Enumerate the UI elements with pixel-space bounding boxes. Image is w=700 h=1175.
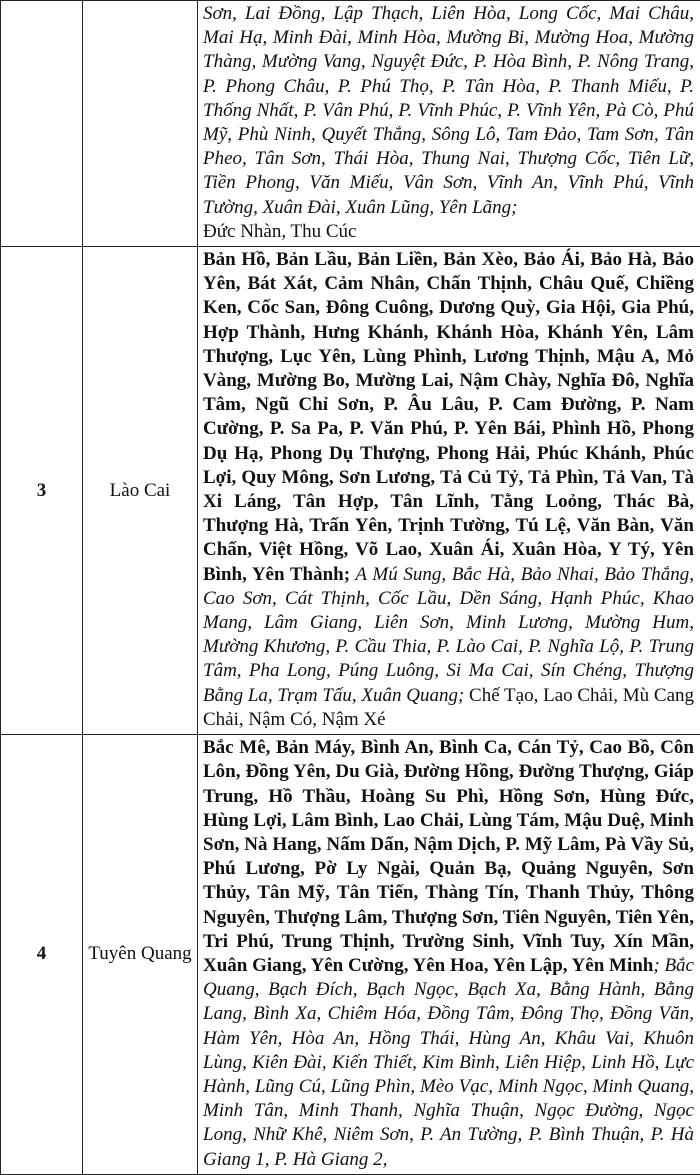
province-cell — [83, 247, 198, 735]
row-number: 3 — [37, 480, 47, 501]
communes-bold: Bắc Mê, Bản Máy, Bình An, Bình Ca, Cán Tỷ, Cao Bồ, Côn Lôn, Đồng Yên, Du Già, Đường Hồng, Đường Thượng, Giáp Trung, Hồ Thầu, Hoàng Su Phì, Hồng Sơn, Hùng Đức, Hùng Lợi, Lâm Bình, Lao Chải, Lùng Tám, Mậu Duệ, Minh Sơn, Nà Hang, Nấm Dẩn, Nậm Dịch, P. Mỹ Lâm, Pà Vầy Sủ, Phú Lương, Pờ Ly Ngài, Quản Bạ, Quảng Nguyên, Sơn Thủy, Tân Mỹ, Tân Tiến, Thàng Tín, Thanh Thủy, Thông Nguyên, Thượng Lâm, Thượng Sơn, Tiên Nguyên, Tiên Yên, Tri Phú, Trung Thịnh, Trường Sinh, Vĩnh Tuy, Xín Mần, Xuân Giang, Yên Cường, Yên Hoa, Yên Lập, Yên Minh — [203, 737, 694, 976]
communes-italic: ; Bắc Quang, Bạch Đích, Bạch Ngọc, Bạch Xa, Bằng Hành, Bằng Lang, Bình Xa, Chiêm Hóa, Đồng Tâm, Đông Thọ, Đồng Văn, Hàm Yên, Hòa An, Hồng Thái, Hùng An, Khâu Vai, Khuôn Lùng, Kiên Đài, Kiến Thiết, Kim Bình, Liên Hiệp, Linh Hồ, Lực Hành, Lũng Cú, Lũng Phìn, Mèo Vạc, Minh Ngọc, Minh Quang, Minh Tân, Minh Thanh, Nghĩa Thuận, Ngọc Đường, Ngọc Long, Nhữ Khê, Niêm Sơn, P. An Tường, P. Bình Thuận, P. Hà Giang 1, P. Hà Giang 2, — [203, 955, 694, 1170]
province-cell — [83, 735, 198, 1175]
commune-list-cell — [198, 735, 700, 1175]
commune-list-cell — [198, 247, 700, 735]
province-cell — [83, 1, 198, 247]
province-name: Tuyên Quang — [88, 943, 191, 964]
commune-list-cell — [198, 1, 700, 247]
table-row — [1, 735, 700, 1175]
communes-italic: Sơn, Lai Đồng, Lập Thạch, Liên Hòa, Long Cốc, Mai Châu, Mai Hạ, Minh Đài, Minh Hòa, Mường Bi, Mường Hoa, Mường Thàng, Mường Vang, Nguyệt Đức, P. Hòa Bình, P. Nông Trang, P. Phong Châu, P. Phú Thọ, P. Tân Hòa, P. Thanh Miếu, P. Thống Nhất, P. Vân Phú, P. Vĩnh Phúc, P. Vĩnh Yên, Pà Cò, Phú Mỹ, Phù Ninh, Quyết Thắng, Sông Lô, Tam Đảo, Tam Sơn, Tân Pheo, Tân Sơn, Thái Hòa, Thung Nai, Thượng Cốc, Tiên Lữ, Tiền Phong, Văn Miếu, Vân Sơn, Vĩnh An, Vĩnh Phú, Vĩnh Tường, Xuân Đài, Xuân Lũng, Yên Lãng; — [203, 3, 694, 218]
province-name: Lào Cai — [110, 480, 171, 501]
communes-bold: Bản Hồ, Bản Lầu, Bản Liền, Bản Xèo, Bảo Ái, Bảo Hà, Bảo Yên, Bát Xát, Cảm Nhân, Chấn Thịnh, Châu Quế, Chiềng Ken, Cốc San, Đông Cuông, Dương Quỳ, Gia Hội, Gia Phú, Hợp Thành, Hưng Khánh, Khánh Hòa, Khánh Yên, Lâm Thượng, Lục Yên, Lùng Phình, Lương Thịnh, Mậu A, Mỏ Vàng, Mường Bo, Mường Lai, Nậm Chày, Nghĩa Đô, Nghĩa Tâm, Ngũ Chỉ Sơn, P. Âu Lâu, P. Cam Đường, P. Nam Cường, P. Sa Pa, P. Văn Phú, P. Yên Bái, Phình Hồ, Phong Dụ Hạ, Phong Dụ Thượng, Phong Hải, Phúc Khánh, Phúc Lợi, Quy Mông, Sơn Lương, Tả Củ Tỷ, Tả Phìn, Tả Van, Tà Xi Láng, Tân Hợp, Tân Lĩnh, Tằng Loỏng, Thác Bà, Thượng Hà, Trấn Yên, Trịnh Tường, Tú Lệ, Văn Bàn, Văn Chấn, Việt Hồng, Võ Lao, Xuân Ái, Xuân Hòa, Y Tý, Yên Bình, Yên Thành; — [203, 249, 694, 585]
row-number: 4 — [37, 943, 47, 964]
communes-normal: Chế Tạo, Lao Chải, Mù Cang Chải, Nậm Có, Nậm Xé — [203, 685, 694, 730]
communes-normal: Đức Nhàn, Thu Cúc — [203, 221, 356, 242]
row-number-cell — [1, 247, 83, 735]
row-number-cell — [1, 1, 83, 247]
table-row — [1, 247, 700, 735]
row-number-cell — [1, 735, 83, 1175]
table-row — [1, 1, 700, 247]
communes-italic: A Mú Sung, Bắc Hà, Bảo Nhai, Bảo Thắng, Cao Sơn, Cát Thịnh, Cốc Lầu, Dền Sáng, Hạnh Phúc, Khao Mang, Lâm Giang, Liên Sơn, Minh Lương, Mường Hum, Mường Khương, P. Cầu Thia, P. Lào Cai, P. Nghĩa Lộ, P. Trung Tâm, Pha Long, Púng Luông, Si Ma Cai, Sín Chéng, Thượng Bằng La, Trạm Tấu, Xuân Quang; — [203, 564, 694, 706]
